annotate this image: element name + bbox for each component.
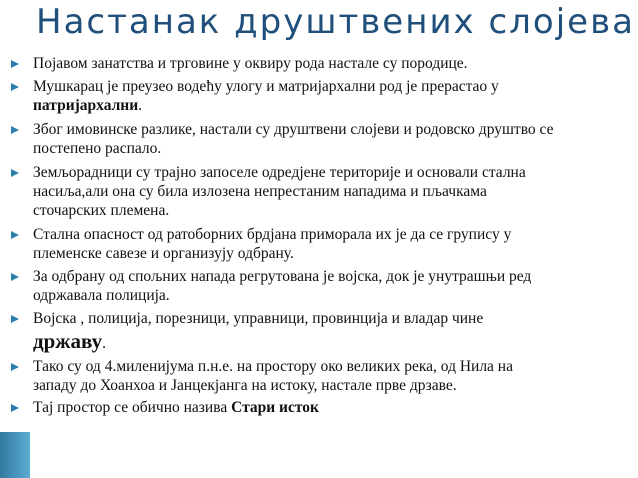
bullet-text: [33, 309, 633, 357]
bullet-line: Тако су од 4.милeнијума п.н.е. на простору око великих река, од Нила на: [33, 358, 513, 375]
bullet-line: насиља,али она су била излозена непрестаним нападима и пљачкама: [33, 183, 487, 200]
triangle-right-icon: [11, 404, 19, 412]
bullet-line: Мушкарац је преузео водећу улогу и матријархални род је прерастао у: [33, 78, 499, 95]
bullet-line: За одбрану од спољних напада регрутована је војска, док је унутрашњи ред: [33, 268, 532, 285]
bullet-line: [33, 96, 633, 115]
triangle-right-icon: [11, 231, 19, 239]
bullet-line: Земљорадници су трајно запоселе одредјене територије и основали стална: [33, 164, 526, 181]
emphasis-text: државу: [33, 329, 103, 353]
bullet-line: [33, 398, 633, 417]
decorative-accent-bar: [0, 432, 30, 478]
bullet-line: Појавом занатства и трговине у оквиру рода настале су породице.: [33, 55, 468, 72]
bullet-text: [33, 120, 633, 158]
bullet-line-tail: .: [138, 97, 143, 114]
triangle-right-icon: [11, 169, 19, 177]
triangle-right-icon: [11, 363, 19, 371]
bullet-line-head: Тај простор се обично назива: [33, 399, 232, 416]
triangle-right-icon: [11, 83, 19, 91]
triangle-right-icon: [11, 126, 19, 134]
bullet-line: Због имовинске разлике, настали су друштвени слојеви и родовско друштво се: [33, 121, 554, 138]
bullet-text: [33, 267, 633, 305]
bullet-line: [33, 328, 633, 357]
bullet-line: постепено распало.: [33, 140, 162, 157]
bullet-text: [33, 77, 633, 115]
bullet-text: [33, 54, 633, 73]
triangle-right-icon: [11, 60, 19, 68]
bullet-text: [33, 357, 633, 395]
bullet-line: одржавала полиција.: [33, 287, 170, 304]
slide-title: Настанак друштвених слојева: [36, 2, 635, 42]
emphasis-text: Стари исток: [231, 399, 319, 416]
bullet-text: [33, 163, 633, 220]
bullet-line: сточарских племена.: [33, 202, 170, 219]
bullet-line: племенске савезе и организују одбрану.: [33, 245, 294, 262]
bullet-line: западу до Хоанхоа и Јанцекјанга на истоку, настале прве дрзаве.: [33, 377, 457, 394]
bullet-line: Стална опасност од ратоборних брдјана приморала их је да се групису у: [33, 226, 512, 243]
bullet-line: Војска , полиција, порезници, управници, провинција и владар чине: [33, 310, 484, 327]
bullet-text: [33, 398, 633, 417]
triangle-right-icon: [11, 315, 19, 323]
emphasis-text: патријархални: [33, 97, 139, 114]
bullet-text: [33, 225, 633, 263]
triangle-right-icon: [11, 273, 19, 281]
bullet-line-tail: .: [102, 335, 107, 352]
